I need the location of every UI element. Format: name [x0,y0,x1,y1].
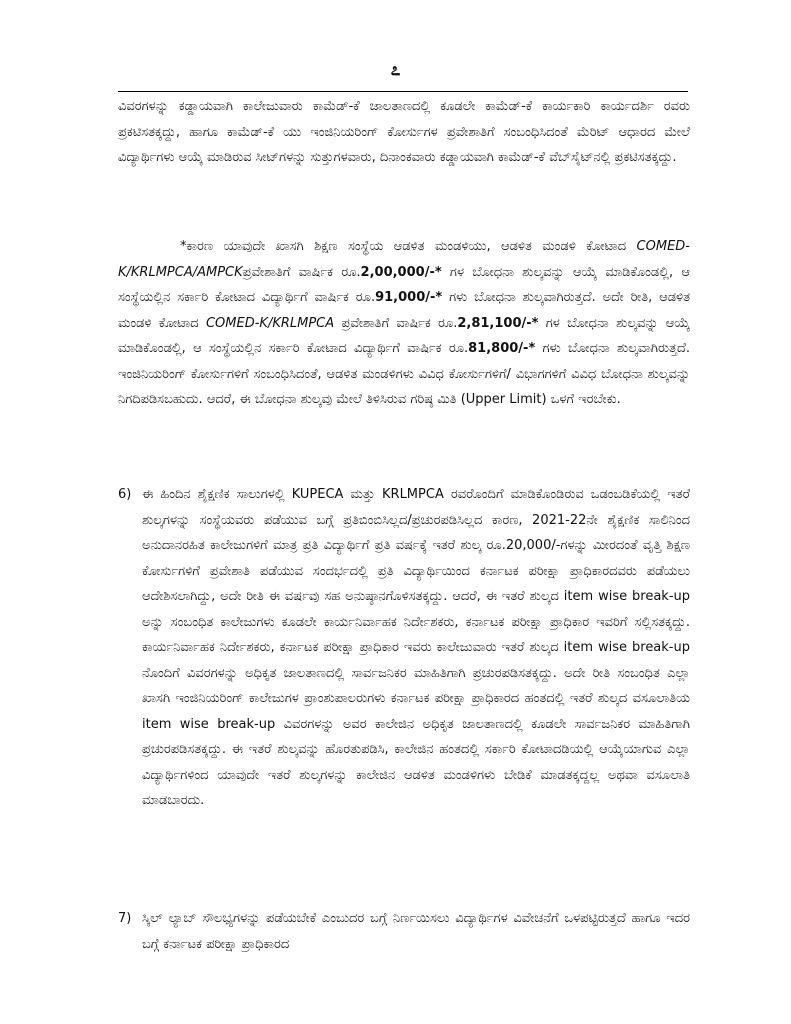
note-amount: 81,800/-* [468,341,536,356]
fee-note-paragraph [118,234,690,413]
note-text: ಗಳ ಬೋಧನಾ ಶುಲ್ಕವನ್ನು ಆಯ್ಕೆ ಮಾಡಿಕೊಂಡಲ್ಲಿ, ಆ ಸಂಸ್ಥೆಯಲ್ಲಿನ ಸರ್ಕಾರಿ ಕೋಟಾದ ವಿದ್ಯಾರ್ಥಿಗೆ ವಾರ್ಷಿಕ ರೂ. [118,315,690,356]
note-text: ಪ್ರವೇಶಾತಿಗೆ ವಾರ್ಷಿಕ ರೂ. [334,315,458,331]
list-item-number: 6) [118,487,132,502]
note-amount: 2,81,100/-* [457,315,539,331]
note-quota-name: COMED-K/KRLMPCA/AMPCK [118,239,690,280]
header-rule [118,91,688,92]
note-amount: 91,000/-* [375,290,443,305]
page-number: ೭ [390,60,401,80]
list-item-text: ಸ್ಕಿಲ್ ಲ್ಯಾಬ್ ಸೌಲಭ್ಯಗಳನ್ನು ಪಡೆಯಬೇಕೆ ಎಂಬುದರ ಬಗ್ಗೆ ನಿರ್ಣಯಿಸಲು ವಿದ್ಯಾರ್ಥಿಗಳ ವಿವೇಚನೆಗೆ ಒಳಪಟ್ಟಿರುತ್ತದೆ ಹಾಗೂ ಇದರ ಬಗ್ಗೆ ಕರ್ನಾಟಕ ಪರೀಕ್ಷಾ ಪ್ರಾಧಿಕಾರದ [142,911,690,952]
note-text: ಗಳು ಬೋಧನಾ ಶುಲ್ಕವಾಗಿರುತ್ತದೆ. ಅದೇ ರೀತಿ, ಆಡಳಿತ ಮಂಡಳಿ ಕೋಟಾದ [118,290,691,331]
intro-paragraph: ವಿವರಗಳನ್ನು ಕಡ್ಡಾಯವಾಗಿ ಕಾಲೇಜುವಾರು ಕಾಮೆಡ್-ಕೆ ಜಾಲತಾಣದಲ್ಲಿ ಕೂಡಲೇ ಕಾಮೆಡ್-ಕೆ ಕಾರ್ಯಕಾರಿ ಕಾರ್ಯದರ್ಶಿ ರವರು ಪ್ರಕಟಿಸತಕ್ಕದ್ದು, ಹಾಗೂ ಕಾಮೆಡ್-ಕೆ ಯು ಇಂಜಿನಿಯರಿಂಗ್ ಕೋರ್ಸುಗಳ ಪ್ರವೇಶಾತಿಗೆ ಸಂಬಂಧಿಸಿದಂತೆ ಮೆರಿಟ್ ಆಧಾರದ ಮೇಲೆ ವಿದ್ಯಾರ್ಥಿಗಳು ಆಯ್ಕೆ ಮಾಡಿರುವ ಸೀಟ್‌ಗಳನ್ನು ಸುತ್ತುಗಳವಾರು, ದಿನಾಂಕವಾರು ಕಡ್ಡಾಯವಾಗಿ ಕಾಮೆಡ್-ಕೆ ವೆಬ್‌ಸೈಟ್‌ನಲ್ಲಿ ಪ್ರಕಟಿಸತಕ್ಕದ್ದು. [118,99,690,165]
note-amount: 2,00,000/-* [360,264,442,280]
note-text: ಪ್ರವೇಶಾತಿಗೆ ವಾರ್ಷಿಕ ರೂ. [242,264,361,280]
list-item-text: ಈ ಹಿಂದಿನ ಶೈಕ್ಷಣಿಕ ಸಾಲುಗಳಲ್ಲಿ KUPECA ಮತ್ತು KRLMPCA ರವರೊಂದಿಗೆ ಮಾಡಿಕೊಂಡಿರುವ ಒಡಂಬಡಿಕೆಯಲ್ಲಿ ಇತರೆ ಶುಲ್ಕಗಳನ್ನು ಸಂಸ್ಥೆಯವರು ಪಡೆಯುವ ಬಗ್ಗೆ ಪ್ರತಿಬಿಂಬಿಸಿಲ್ಲದ/ಪ್ರಚುರಪಡಿಸಿಲ್ಲದ ಕಾರಣ, 2021-22ನೇ ಶೈಕ್ಷಣಿಕ ಸಾಲಿನಿಂದ ಅನುದಾನರಹಿತ ಕಾಲೇಜುಗಳಿಗೆ ಮಾತ್ರ ಪ್ರತಿ ವಿದ್ಯಾರ್ಥಿಗೆ ಪ್ರತಿ ವರ್ಷಕ್ಕೆ ಇತರೆ ಶುಲ್ಕ ರೂ.20,000/-ಗಳನ್ನು ಮೀರದಂತೆ ವೃತ್ತಿ ಶಿಕ್ಷಣ ಕೋರ್ಸುಗಳಿಗೆ ಪ್ರವೇಶಾತಿ ಪಡೆಯುವ ಸಂದರ್ಭದಲ್ಲಿ ಪ್ರತಿ ವಿದ್ಯಾರ್ಥಿಯಿಂದ ಕರ್ನಾಟಕ ಪರೀಕ್ಷಾ ಪ್ರಾಧಿಕಾರದವರು ಪಡೆಯಲು ಆದೇಶಿಸಲಾಗಿದ್ದು, ಅದೇ ರೀತಿ ಈ ವರ್ಷವು ಸಹ ಅನುಷ್ಠಾನಗೊಳಿಸತಕ್ಕದ್ದು. ಆದರೆ, ಈ ಇತರೆ ಶುಲ್ಕದ item wise break-up ಅನ್ನು ಸಂಬಂಧಿತ ಕಾಲೇಜುಗಳು ಕೂಡಲೇ ಕಾರ್ಯನಿರ್ವಾಹಕ ನಿರ್ದೇಶಕರು, ಕರ್ನಾಟಕ ಪರೀಕ್ಷಾ ಪ್ರಾಧಿಕಾರ ಇವರಿಗೆ ಸಲ್ಲಿಸತಕ್ಕದ್ದು. ಕಾರ್ಯನಿರ್ವಾಹಕ ನಿರ್ದೇಶಕರು, ಕರ್ನಾಟಕ ಪರೀಕ್ಷಾ ಪ್ರಾಧಿಕಾರ ಇವರು ಕಾಲೇಜುವಾರು ಇತರೆ ಶುಲ್ಕದ item wise break-up ನೊಂದಿಗೆ ವಿವರಗಳನ್ನು ಅಧಿಕೃತ ಜಾಲತಾಣದಲ್ಲಿ ಸಾರ್ವಜನಿಕರ ಮಾಹಿತಿಗಾಗಿ ಪ್ರಚುರಪಡಿಸತಕ್ಕದ್ದು. ಅದೇ ರೀತಿ ಸಂಬಂಧಿತ ಎಲ್ಲಾ ಖಾಸಗಿ ಇಂಜಿನಿಯರಿಂಗ್ ಕಾಲೇಜುಗಳ ಪ್ರಾಂಶುಪಾಲರುಗಳು ಕರ್ನಾಟಕ ಪರೀಕ್ಷಾ ಪ್ರಾಧಿಕಾರದ ಹಂತದಲ್ಲಿ ಇತರೆ ಶುಲ್ಕದ ವಸೂಲಾತಿಯ item wise break-up ವಿವರಗಳನ್ನು ಅವರ ಕಾಲೇಜಿನ ಅಧಿಕೃತ ಜಾಲತಾಣದಲ್ಲಿ ಕೂಡಲೇ ಸಾರ್ವಜನಿಕರ ಮಾಹಿತಿಗಾಗಿ ಪ್ರಚುರಪಡಿಸತಕ್ಕದ್ದು. ಈ ಇತರೆ ಶುಲ್ಕವನ್ನು ಹೊರತುಪಡಿಸಿ, ಕಾಲೇಜಿನ ಹಂತದಲ್ಲಿ ಸರ್ಕಾರಿ ಕೋಟಾದಡಿಯಲ್ಲಿ ಆಯ್ಕೆಯಾಗುವ ಎಲ್ಲಾ ವಿದ್ಯಾರ್ಥಿಗಳಿಂದ ಯಾವುದೇ ಇತರೆ ಶುಲ್ಕಗಳನ್ನು ಕಾಲೇಜಿನ ಆಡಳಿತ ಮಂಡಳಿಗಳು ಬೇಡಿಕೆ ಮಾಡತಕ್ಕದ್ದಲ್ಲ ಅಥವಾ ವಸೂಲಾತಿ ಮಾಡಬಾರದು. [142,487,690,808]
list-item-number: 7) [118,911,132,926]
note-text: ಗಳು ಬೋಧನಾ ಶುಲ್ಕವಾಗಿರುತ್ತದೆ. ಇಂಜಿನಿಯರಿಂಗ್ ಕೋರ್ಸುಗಳಿಗೆ ಸಂಬಂಧಿಸಿದಂತೆ, ಆಡಳಿತ ಮಂಡಳಿಗಳು ವಿವಿಧ ಕೋರ್ಸುಗಳಿಗೆ/ ವಿಭಾಗಗಳಿಗೆ ವಿವಿಧ ಬೋಧನಾ ಶುಲ್ಕವನ್ನು ನಿಗದಿಪಡಿಸಬಹುದು. ಆದರೆ, ಈ ಬೋಧನಾ ಶುಲ್ಕವು ಮೇಲೆ ತಿಳಿಸಿರುವ ಗರಿಷ್ಠ ಮಿತಿ (Upper Limit) ಒಳಗೆ ಇರಬೇಕು. [118,341,691,407]
list-item-6 [118,482,690,814]
note-text: ಗಳ ಬೋಧನಾ ಶುಲ್ಕವನ್ನು ಆಯ್ಕೆ ಮಾಡಿಕೊಂಡಲ್ಲಿ, ಆ ಸಂಸ್ಥೆಯಲ್ಲಿನ ಸರ್ಕಾರಿ ಕೋಟಾದ ವಿದ್ಯಾರ್ಥಿಗೆ ವಾರ್ಷಿಕ ರೂ. [118,264,690,305]
list-item-7 [118,906,690,957]
note-quota-name: COMED-K/KRLMPCA [205,315,335,331]
note-text: *ಕಾರಣ ಯಾವುದೇ ಖಾಸಗಿ ಶಿಕ್ಷಣ ಸಂಸ್ಥೆಯ ಆಡಳಿತ ಮಂಡಳಿಯು, ಆಡಳಿತ ಮಂಡಳಿ ಕೋಟಾದ [180,239,637,254]
